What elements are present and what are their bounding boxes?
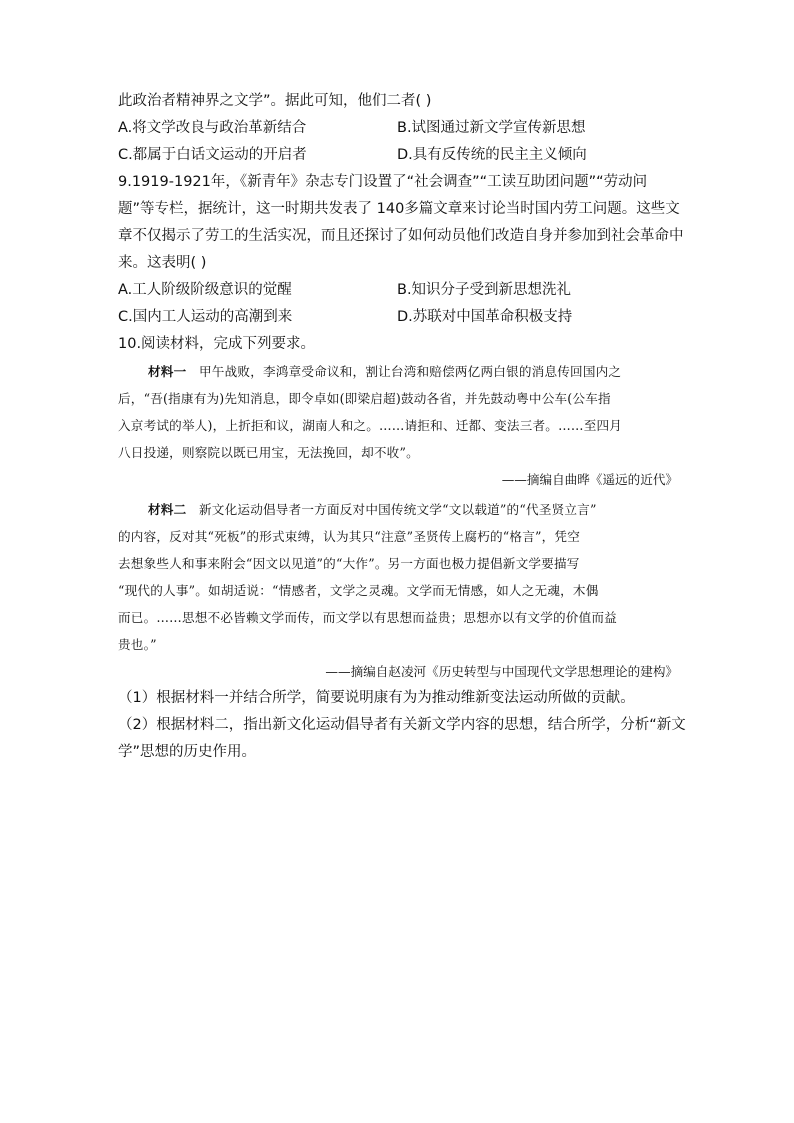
material-two-line: 新文化运动倡导者一方面反对中国传统文学“文以载道”的“代圣贤立言” [199, 502, 597, 517]
q9-option-b[interactable]: B.知识分子受到新思想洗礼 [397, 282, 572, 298]
material-two-line: 贵也。” [118, 637, 157, 652]
material-one-line: 后，“吾(指康有为)先知消息，即令卓如(即梁启超)鼓动各省，并先鼓动粤中公车(公车指 [118, 391, 611, 406]
q8-stem-tail: 此政治者精神界之文学”。据此可知，他们二者( ) [118, 93, 432, 109]
q9-options-row1 [118, 277, 678, 304]
material-one-line: 八日投递，则察院以既已用宝，无法挽回，却不收”。 [118, 445, 419, 460]
q8-option-a[interactable]: A.将文学改良与政治革新结合 [118, 120, 307, 136]
q10-subquestion-1: （1）根据材料一并结合所学，简要说明康有为为推动维新变法运动所做的贡献。 [118, 690, 635, 706]
material-one-line: 入京考试的举人)，上折拒和议，湖南人和之。……请拒和、迁都、变法三者。……至四月 [118, 418, 623, 433]
material-one [118, 358, 678, 466]
q9-stem-line: 章不仅揭示了劳工的生活实况，而且还探讨了如何动员他们改造自身并参加到社会革命中 [118, 228, 684, 244]
q10-subquestion-2: （2）根据材料二，指出新文化运动倡导者有关新文学内容的思想，结合所学，分析“新文 [118, 717, 686, 733]
material-one-heading: 材料一 [148, 364, 187, 379]
q9-options-row2 [118, 304, 678, 331]
material-one-source: ——摘编自曲晔《遥远的近代》 [501, 472, 678, 487]
q8-options-row2 [118, 142, 678, 169]
q9-stem-line: 来。这表明( ) [118, 255, 207, 271]
q9-option-c[interactable]: C.国内工人运动的高潮到来 [118, 309, 293, 325]
q9-option-d[interactable]: D.苏联对中国革命积极支持 [397, 309, 573, 325]
q8-options-row1 [118, 115, 678, 142]
q10-stem: 10.阅读材料，完成下列要求。 [118, 336, 316, 352]
q10-subquestion-2-cont: 学”思想的历史作用。 [118, 744, 257, 760]
material-two-line: 而已。……思想不必皆赖文学而传，而文学以有思想而益贵；思想亦以有文学的价值而益 [118, 610, 617, 625]
material-one-line: 甲午战败，李鸿章受命议和，割让台湾和赔偿两亿两白银的消息传回国内之 [199, 364, 622, 379]
q9-stem-line: 题”等专栏，据统计，这一时期共发表了 140多篇文章来讨论当时国内劳工问题。这些文 [118, 201, 680, 217]
q9-option-a[interactable]: A.工人阶级阶级意识的觉醒 [118, 282, 292, 298]
q8-option-c[interactable]: C.都属于白话文运动的开启者 [118, 147, 307, 163]
material-two [118, 496, 678, 658]
material-two-line: 去想象些人和事来附会“因文以见道”的“大作”。另一方面也极力提倡新文学要描写 [118, 556, 580, 571]
material-two-line: “现代的人事”。如胡适说：“情感者，文学之灵魂。文学而无情感，如人之无魂，木偶 [118, 583, 599, 598]
material-two-source: ——摘编自赵凌河《历史转型与中国现代文学思想理论的建构》 [325, 664, 678, 679]
material-two-line: 的内容，反对其“死板”的形式束缚，认为其只“注意”圣贤传上腐朽的“格言”，凭空 [118, 529, 581, 544]
material-two-heading: 材料二 [148, 502, 187, 517]
q8-option-b[interactable]: B.试图通过新文学宣传新思想 [397, 120, 586, 136]
exam-page [118, 88, 686, 766]
q9-stem-line: 9.1919-1921年，《新青年》杂志专门设置了“社会调查”“工读互助团问题”“劳动问 [118, 174, 648, 190]
q8-option-d[interactable]: D.具有反传统的民主主义倾向 [397, 147, 587, 163]
